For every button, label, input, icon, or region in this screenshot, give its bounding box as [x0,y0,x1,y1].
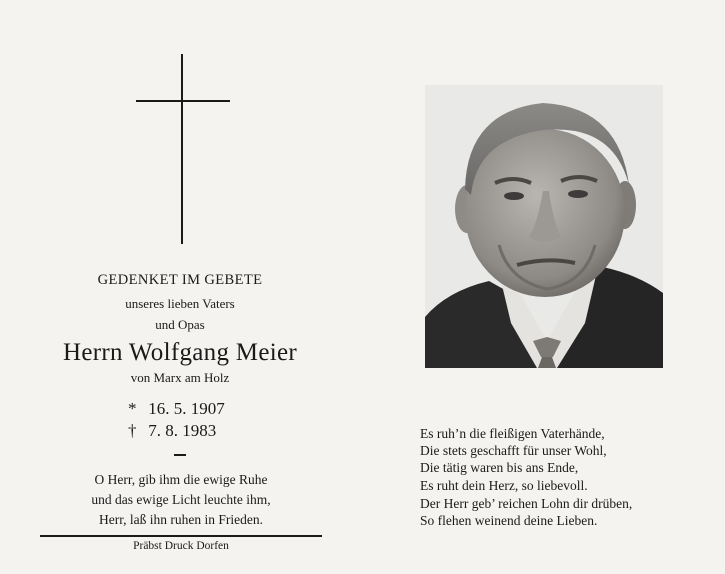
poem-line-6: So flehen weinend deine Lieben. [420,513,598,528]
prayer-line-3: Herr, laß ihn ruhen in Frieden. [98,512,264,527]
birth-date: 16. 5. 1907 [148,399,225,418]
poem-line-5: Der Herr geb’ reichen Lohn dir drüben, [420,496,633,511]
portrait-photo [425,85,663,368]
death-date: 7. 8. 1983 [148,421,217,440]
prayer-line-2: und das ewige Licht leuchte ihm, [91,492,271,507]
birth-symbol: * [128,399,137,418]
printer-credit: Präbst Druck Dorfen [133,540,229,552]
cross-icon [136,54,230,244]
dedication-line-1: unseres lieben Vaters [125,296,235,311]
deceased-origin: von Marx am Holz [130,370,230,385]
poem-line-4: Es ruht dein Herz, so liebevoll. [420,478,588,493]
dedication-line-2: und Opas [155,317,205,332]
death-date-line [128,421,216,441]
birth-date-line [128,399,225,419]
death-symbol: † [128,421,137,440]
deceased-name: Herrn Wolfgang Meier [62,339,297,366]
memorial-heading: GEDENKET IM GEBETE [97,272,263,288]
divider-dash [174,454,186,456]
poem-line-1: Es ruh’n die fleißigen Vaterhände, [420,426,605,441]
prayer-line-1: O Herr, gib ihm die ewige Ruhe [94,472,268,487]
footer-rule [40,535,322,537]
poem-line-2: Die stets geschafft für unser Wohl, [420,443,607,458]
poem-line-3: Die tätig waren bis ans Ende, [420,460,579,475]
